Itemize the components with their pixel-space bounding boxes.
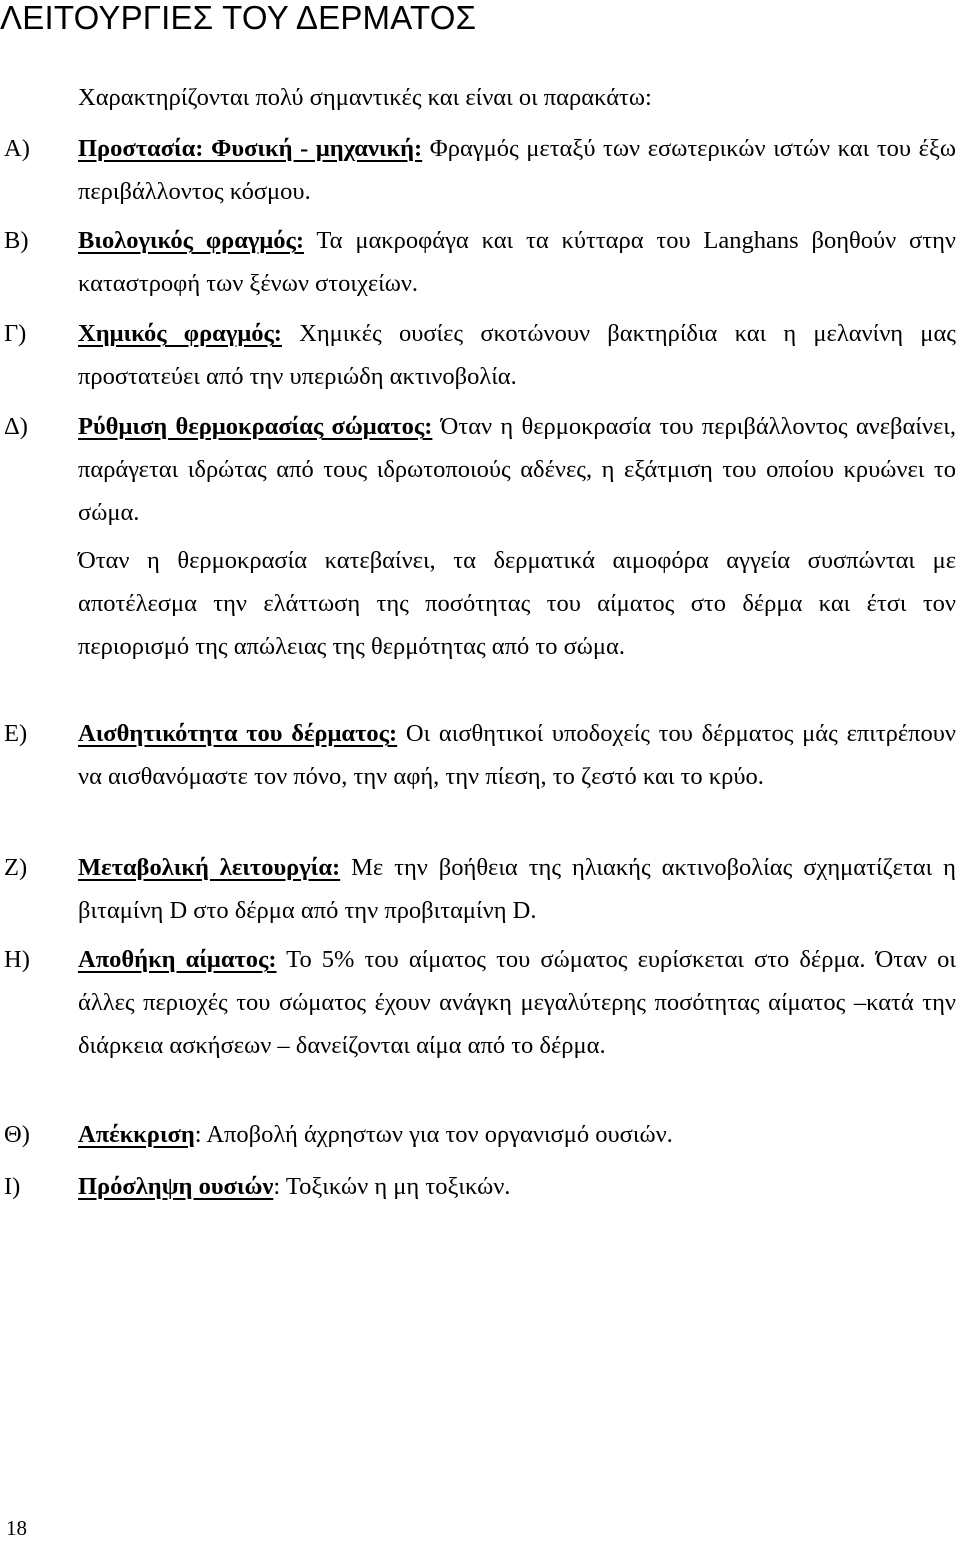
item-term: Βιολογικός φραγμός:	[78, 227, 305, 254]
item-letter: Ι)	[4, 1173, 21, 1200]
item-term: Πρόσληψη ουσιών	[78, 1173, 274, 1200]
item-body	[78, 712, 956, 798]
item-description: : Τοξικών η μη τοξικών.	[273, 1173, 511, 1200]
item-body	[78, 219, 956, 305]
intro-text: Χαρακτηρίζονται πολύ σημαντικές και είναι οι παρακάτω:	[78, 84, 652, 111]
item-description: : Αποβολή άχρηστων για τον οργανισμό ουσιών.	[194, 1121, 673, 1148]
item-body	[78, 127, 956, 213]
item-continuation: Όταν η θερμοκρασία κατεβαίνει, τα δερματικά αιμοφόρα αγγεία συσπώνται με αποτέλεσμα την ελάττωση της ποσότητας του αίματος στο δέρμα και έτσι τον περιορισμό της απώλειας της θερμότητας από το σώμα.	[78, 547, 956, 660]
item-term: Αποθήκη αίματος:	[78, 946, 277, 973]
item-body	[78, 846, 956, 932]
item-letter: Α)	[4, 135, 30, 162]
item-letter: Ε)	[4, 720, 28, 747]
item-body	[78, 405, 956, 534]
item-body	[78, 938, 956, 1067]
item-letter: Γ)	[4, 320, 27, 347]
item-term: Ρύθμιση θερμοκρασίας σώματος:	[78, 413, 433, 440]
item-description: Χημικές ουσίες σκοτώνουν βακτηρίδια και η μελανίνη μας προστατεύει από την υπεριώδη ακτινοβολία.	[78, 320, 956, 390]
item-letter: Θ)	[4, 1121, 30, 1148]
item-term: Απέκκριση	[78, 1121, 195, 1148]
item-body	[78, 1113, 956, 1156]
item-description: Οι αισθητικοί υποδοχείς του δέρματος μάς επιτρέπουν να αισθανόμαστε τον πόνο, την αφή, την πίεση, το ζεστό και το κρύο.	[78, 720, 957, 790]
item-term: Προστασία: Φυσική - μηχανική:	[78, 135, 423, 162]
item-body	[78, 1165, 956, 1208]
page-title: ΛΕΙΤΟΥΡΓΙΕΣ ΤΟΥ ΔΕΡΜΑΤΟΣ	[0, 0, 477, 36]
item-description: Τα μακροφάγα και τα κύτταρα του Langhans βοηθούν στην καταστροφή των ξένων στοιχείων.	[78, 227, 956, 297]
item-term: Χημικός φραγμός:	[78, 320, 282, 347]
item-body	[78, 312, 956, 398]
item-term: Μεταβολική λειτουργία:	[78, 854, 341, 881]
item-letter: Β)	[4, 227, 29, 254]
item-description: Φραγμός μεταξύ των εσωτερικών ιστών και του έξω περιβάλλοντος κόσμου.	[78, 135, 956, 205]
item-description: Όταν η θερμοκρασία του περιβάλλοντος ανεβαίνει, παράγεται ιδρώτας από τους ιδρωτοποιούς αδένες, η εξάτμιση του οποίου κρυώνει το σώμα.	[78, 413, 956, 526]
item-term: Αισθητικότητα του δέρματος:	[78, 720, 398, 747]
item-description: Το 5% του αίματος του σώματος ευρίσκεται στο δέρμα. Όταν οι άλλες περιοχές του σώματος έχουν ανάγκη μεγαλύτερης ποσότητας αίματος –κατά την διάρκεια ασκήσεων – δανείζονται αίμα από το δέρμα.	[78, 946, 956, 1059]
item-letter: Η)	[4, 946, 30, 973]
page-number: 18	[6, 1516, 27, 1540]
item-letter: Δ)	[4, 413, 28, 440]
item-letter: Ζ)	[4, 854, 28, 881]
item-description: Με την βοήθεια της ηλιακής ακτινοβολίας σχηματίζεται η βιταμίνη D στο δέρμα από την προβιταμίνη D.	[78, 854, 956, 924]
